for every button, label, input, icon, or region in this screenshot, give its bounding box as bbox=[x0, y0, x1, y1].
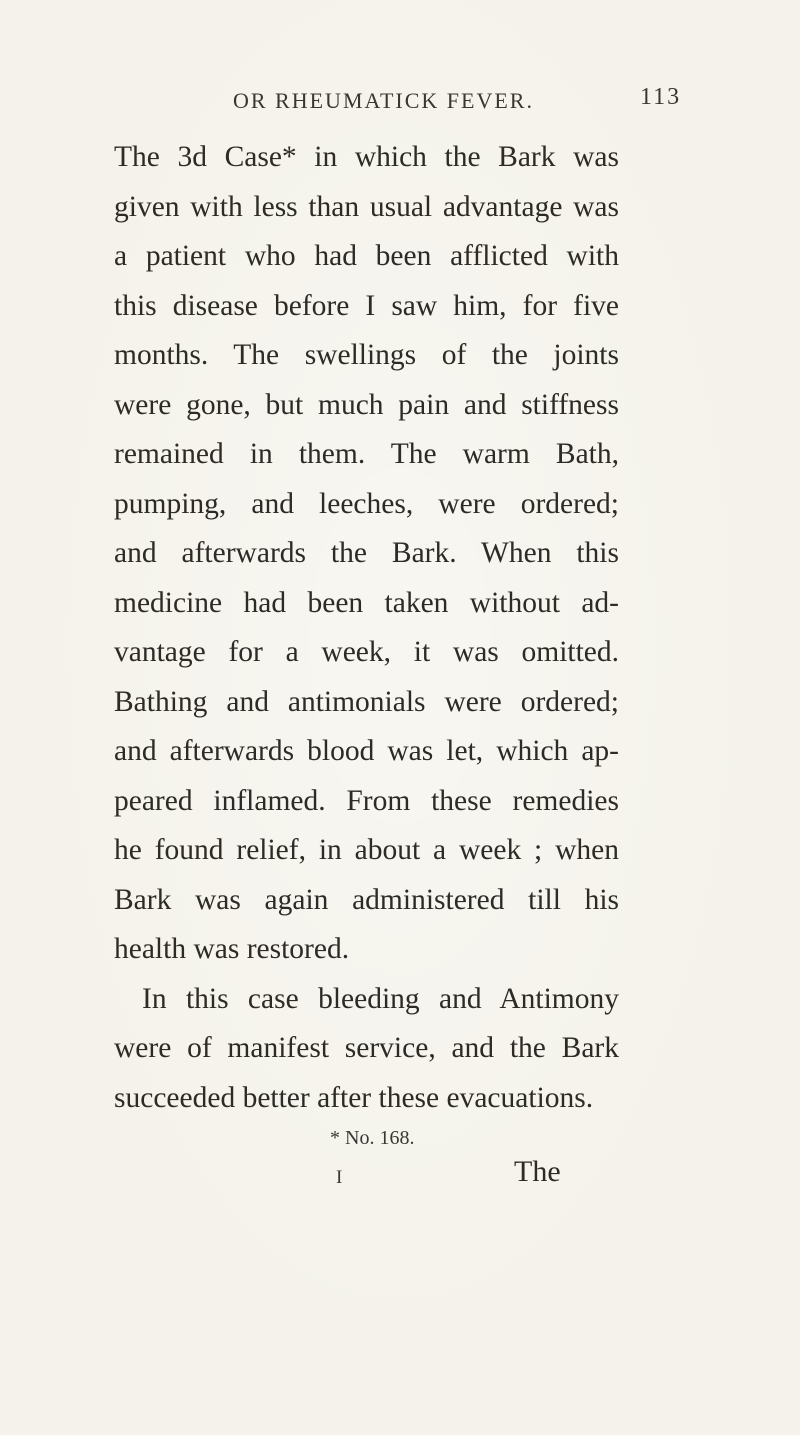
text-line: peared inflamed. From these remedies bbox=[114, 784, 619, 817]
text-line: health was restored. bbox=[114, 933, 350, 965]
text-line: In this case bleeding and Antimony bbox=[142, 982, 619, 1015]
text-line: remained in them. The warm Bath, bbox=[114, 438, 619, 470]
text-line: and afterwards the Bark. When this bbox=[114, 537, 619, 569]
text-line: succeeded better after these evacuations. bbox=[114, 1081, 594, 1114]
text-line: this disease before I saw him, for five bbox=[114, 289, 619, 322]
signature-mark: I bbox=[336, 1167, 343, 1188]
text-line: given with less than usual advantage was bbox=[114, 190, 619, 223]
text-line: medicine had been taken without ad- bbox=[114, 586, 619, 619]
page-number: 113 bbox=[640, 84, 682, 110]
text-line: and afterwards blood was let, which ap- bbox=[114, 735, 619, 767]
text-line: months. The swellings of the joints bbox=[114, 339, 619, 371]
catchword: The bbox=[514, 1155, 561, 1188]
text-line: a patient who had been afflicted with bbox=[114, 240, 619, 272]
text-line: he found relief, in about a week ; when bbox=[114, 834, 619, 866]
text-line: were of manifest service, and the Bark bbox=[114, 1032, 619, 1064]
footnote: * No. 168. bbox=[330, 1127, 415, 1149]
text-line: were gone, but much pain and stiffness bbox=[114, 388, 619, 421]
text-line: pumping, and leeches, were ordered; bbox=[114, 487, 619, 520]
text-line: The 3d Case* in which the Bark was bbox=[114, 141, 619, 173]
running-head: OR RHEUMATICK FEVER. bbox=[233, 88, 534, 113]
text-line: vantage for a week, it was omitted. bbox=[114, 636, 619, 668]
body-text bbox=[114, 133, 619, 1123]
text-line: Bark was again administered till his bbox=[114, 883, 619, 916]
text-line: Bathing and antimonials were ordered; bbox=[114, 685, 619, 718]
